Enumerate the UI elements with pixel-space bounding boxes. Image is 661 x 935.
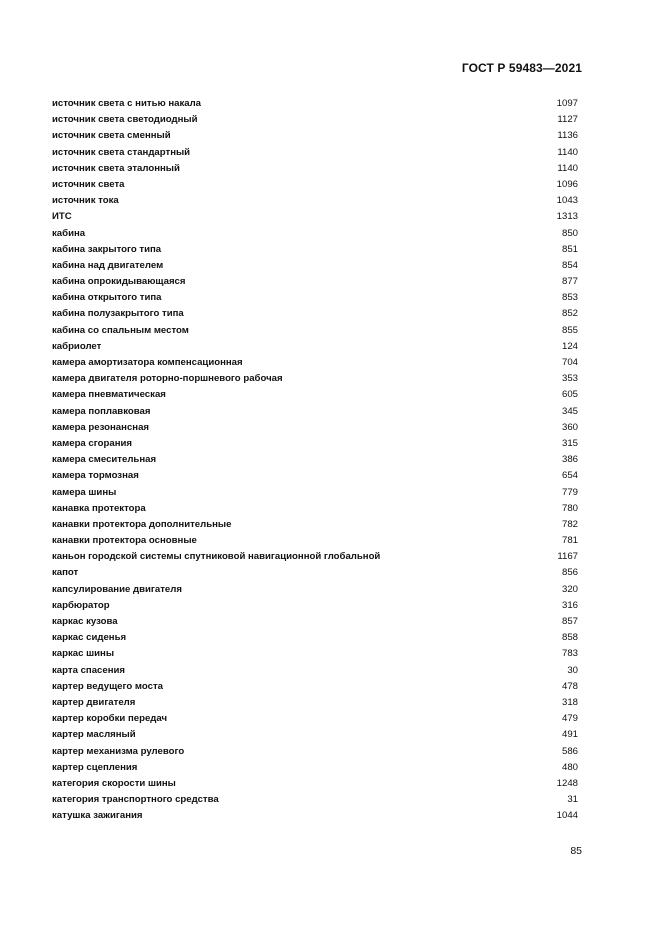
index-entry [52, 760, 578, 776]
index-term: капот [52, 567, 79, 579]
index-term: камера резонансная [52, 421, 150, 433]
index-page-ref: 781 [561, 535, 578, 547]
index-page-ref: 1097 [556, 98, 578, 109]
index-term: категория транспортного средства [52, 794, 219, 806]
page-number: 85 [570, 845, 582, 857]
index-page-ref: 1043 [556, 195, 578, 207]
index-term: категория скорости шины [52, 777, 176, 789]
index-term: каньон городской системы спутниковой навигационной глобальной [52, 551, 381, 563]
index-entry [52, 339, 578, 355]
index-page-ref: 31 [567, 794, 578, 806]
index-term: камера двигателя роторно-поршневого рабочая [52, 373, 283, 385]
index-term: камера поплавковая [52, 405, 151, 417]
index-page-ref: 858 [561, 632, 578, 644]
index-page-ref: 30 [567, 664, 578, 676]
index-page-ref: 877 [561, 276, 578, 288]
index-entry [52, 598, 578, 614]
index-page-ref: 479 [561, 713, 578, 725]
index-page-ref: 1248 [556, 777, 578, 789]
index-page-ref: 1140 [557, 146, 578, 158]
index-term: каркас кузова [52, 616, 118, 627]
index-term: источник тока [52, 195, 119, 207]
index-page-ref: 360 [561, 421, 578, 433]
index-page-ref: 1096 [556, 178, 578, 190]
index-entry [52, 112, 578, 128]
index-page-ref: 1127 [557, 114, 578, 126]
standard-header: ГОСТ Р 59483—2021 [461, 61, 582, 75]
index-page-ref: 315 [561, 437, 578, 449]
index-entry [52, 663, 578, 679]
index-term: каркас шины [52, 648, 115, 660]
index-page-ref: 316 [561, 599, 578, 611]
index-term: канавка протектора [52, 502, 146, 514]
index-entry [52, 468, 578, 484]
index-entry [52, 404, 578, 420]
index-term: кабриолет [52, 340, 102, 352]
index-entry [52, 517, 578, 533]
index-term: картер коробки передач [52, 713, 168, 725]
index-entry [52, 258, 578, 274]
index-entry [52, 387, 578, 403]
index-term: источник света с нитью накала [52, 98, 202, 109]
index-page-ref: 480 [561, 761, 578, 773]
index-term: картер механизма рулевого [52, 745, 185, 757]
index-term: канавки протектора дополнительные [52, 518, 232, 530]
index-page-ref: 1044 [556, 810, 578, 822]
index-entry [52, 145, 578, 161]
index-entry [52, 193, 578, 209]
index-term: камера тормозная [52, 470, 139, 482]
index-term: камера пневматическая [52, 389, 166, 401]
index-entry [52, 565, 578, 581]
index-term: кабина закрытого типа [52, 243, 162, 255]
index-entry [52, 646, 578, 662]
index-entry [52, 177, 578, 193]
index-term: источник света стандартный [52, 146, 191, 158]
index-entry [52, 776, 578, 792]
index-page-ref: 853 [561, 292, 578, 304]
index-page-ref: 704 [561, 357, 578, 368]
index-term: кабина опрокидывающаяся [52, 276, 186, 288]
index-term: карбюратор [52, 599, 110, 611]
index-page-ref: 318 [561, 696, 578, 708]
index-entry [52, 727, 578, 743]
index-term: катушка зажигания [52, 810, 143, 822]
index-entry [52, 614, 578, 630]
index-entry [52, 485, 578, 501]
index-term: канавки протектора основные [52, 535, 197, 547]
index-entry [52, 323, 578, 339]
index-term: картер двигателя [52, 696, 136, 708]
index-entry [52, 501, 578, 517]
index-page-ref: 854 [561, 259, 578, 271]
index-entry [52, 549, 578, 565]
index-page-ref: 586 [561, 745, 578, 757]
index-page-ref: 386 [561, 454, 578, 466]
index-page-ref: 857 [561, 616, 578, 627]
index-entry [52, 533, 578, 549]
index-entry [52, 679, 578, 695]
index-entry [52, 582, 578, 598]
index-page-ref: 1313 [556, 211, 578, 223]
index-term: картер масляный [52, 729, 136, 741]
index-page-ref: 124 [561, 340, 578, 352]
index-term: кабина со спальным местом [52, 324, 189, 336]
index-page-ref: 491 [561, 729, 578, 741]
index-entry [52, 161, 578, 177]
index-term: картер сцепления [52, 761, 138, 773]
index-entry [52, 792, 578, 808]
index-page-ref: 850 [561, 227, 578, 239]
index-entry [52, 242, 578, 258]
index-entry [52, 274, 578, 290]
index-entry [52, 96, 578, 112]
index-entry [52, 630, 578, 646]
index-term: каркас сиденья [52, 632, 127, 644]
index-term: источник света [52, 178, 125, 190]
index-term: картер ведущего моста [52, 680, 163, 692]
index-term: ИТС [52, 211, 72, 223]
index-term: камера шины [52, 486, 117, 498]
index-page-ref: 851 [561, 243, 578, 255]
index-page-ref: 856 [561, 567, 578, 579]
index-entry [52, 436, 578, 452]
index-list [52, 96, 578, 824]
index-entry [52, 711, 578, 727]
index-term: камера смесительная [52, 454, 157, 466]
index-term: источник света эталонный [52, 162, 180, 174]
index-term: кабина [52, 227, 86, 239]
index-term: камера амортизатора компенсационная [52, 357, 243, 368]
index-page-ref: 1167 [557, 551, 578, 563]
index-term: камера сгорания [52, 437, 132, 449]
index-entry [52, 209, 578, 225]
index-page-ref: 654 [561, 470, 578, 482]
index-entry [52, 355, 578, 371]
index-entry [52, 420, 578, 436]
index-page-ref: 345 [561, 405, 578, 417]
index-term: кабина открытого типа [52, 292, 162, 304]
index-entry [52, 695, 578, 711]
index-page-ref: 780 [561, 502, 578, 514]
index-page-ref: 320 [561, 583, 578, 595]
index-page-ref: 605 [561, 389, 578, 401]
index-page-ref: 782 [561, 518, 578, 530]
index-entry [52, 306, 578, 322]
index-term: кабина над двигателем [52, 259, 164, 271]
index-page-ref: 852 [561, 308, 578, 320]
index-entry [52, 128, 578, 144]
index-entry [52, 290, 578, 306]
index-page-ref: 855 [561, 324, 578, 336]
index-term: капсулирование двигателя [52, 583, 182, 595]
index-entry [52, 452, 578, 468]
index-entry [52, 808, 578, 824]
index-page-ref: 783 [561, 648, 578, 660]
index-entry [52, 371, 578, 387]
index-term: источник света сменный [52, 130, 171, 142]
index-term: источник света светодиодный [52, 114, 198, 126]
index-page-ref: 1140 [557, 162, 578, 174]
index-term: кабина полузакрытого типа [52, 308, 184, 320]
index-entry [52, 226, 578, 242]
index-page-ref: 353 [561, 373, 578, 385]
index-entry [52, 744, 578, 760]
index-page-ref: 779 [561, 486, 578, 498]
index-term: карта спасения [52, 664, 125, 676]
index-page-ref: 478 [561, 680, 578, 692]
index-page-ref: 1136 [557, 130, 578, 142]
